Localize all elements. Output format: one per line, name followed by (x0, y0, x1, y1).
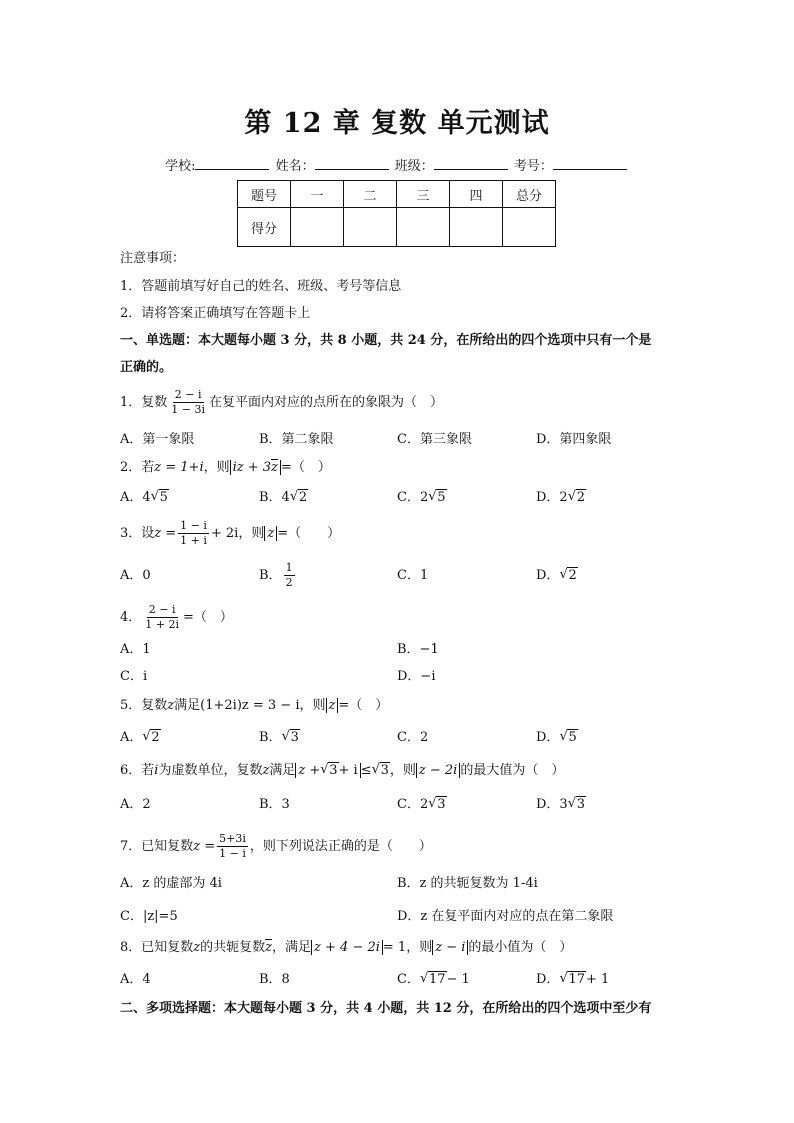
q5-z: z (167, 698, 175, 713)
q2-option-c[interactable] (397, 491, 447, 504)
q1-text-post: 在复平面内对应的点所在的象限为（ ） (209, 395, 444, 411)
score-cell[interactable] (503, 208, 556, 247)
question-4 (120, 604, 233, 631)
q8-d-post: + 1 (585, 972, 610, 987)
q7-numerator: 5+3i (217, 833, 248, 847)
q2-text-mid: ，则 (203, 460, 230, 475)
q3-b-fraction (284, 562, 295, 589)
q3-option-a[interactable]: A．0 (120, 568, 151, 583)
radicand: 5 (437, 490, 446, 505)
sqrt (559, 973, 586, 986)
q8-text: 8．已知复数 (120, 940, 194, 955)
q3-option-b[interactable] (259, 562, 297, 589)
score-header-cell: 三 (397, 181, 450, 208)
q6-d-label: D．3 (536, 797, 568, 812)
class-field[interactable] (434, 157, 508, 170)
q6-abs-post: + i (338, 763, 358, 778)
score-header-cell: 二 (344, 181, 397, 208)
q2-text: 2．若 (120, 460, 155, 475)
q3-z: z = (154, 526, 177, 542)
sqrt (559, 569, 577, 582)
q4-option-d[interactable]: D．−i (397, 669, 436, 684)
exam-no-field[interactable] (553, 157, 627, 170)
q2-option-d[interactable] (536, 491, 586, 504)
score-header-cell: 总分 (503, 181, 556, 208)
q6-abs-pre: z + (298, 763, 321, 778)
q6-text-mid: 为虚数单位，复数 (158, 763, 263, 778)
q2-d-label: D．2 (536, 490, 568, 505)
q3-text-mid: ，则 (238, 526, 265, 542)
sqrt (290, 491, 308, 504)
q4-option-b[interactable]: B．−1 (397, 642, 439, 657)
q6-text: 6．若 (120, 763, 155, 778)
q7-text: 7．已知复数 (120, 839, 194, 855)
q7-option-b[interactable]: B．z 的共轭复数为 1-4i (397, 876, 538, 891)
q5-text-mid: 满足 (174, 698, 201, 713)
student-info (0, 155, 794, 174)
q4-text-post: =（ ） (183, 610, 233, 626)
q5-option-a[interactable] (120, 731, 161, 744)
score-cell[interactable] (291, 208, 344, 247)
name-label: 姓名： (275, 159, 315, 174)
radicand: 5 (568, 730, 577, 745)
q7-option-d[interactable]: D．z 在复平面内对应的点在第二象限 (397, 909, 614, 924)
section2-heading: 二、多项选择题：本大题每小题 3 分，共 4 小题，共 12 分，在所给出的四个选项中至少有 (120, 1001, 652, 1016)
q6-abs (295, 763, 360, 778)
q4-option-a[interactable]: A．1 (120, 642, 151, 657)
q4-option-c[interactable]: C．i (120, 669, 148, 684)
q4-text: 4． (120, 610, 142, 626)
q8-abs-expr: z + 4 − 2i (314, 940, 380, 955)
sqrt (320, 764, 338, 777)
q8-option-a[interactable]: A．4 (120, 972, 151, 987)
question-5 (120, 699, 388, 712)
q5-d-label: D． (536, 730, 560, 745)
q8-text-mid: 的共轭复数 (200, 940, 266, 955)
q8-eq: = 1 (382, 940, 407, 955)
q2-abs-expr: iz + 3 (232, 460, 272, 475)
sqrt (428, 491, 446, 504)
q1-fraction (169, 389, 207, 416)
radicand: 17 (428, 972, 446, 987)
class-label: 班级： (394, 159, 434, 174)
q5-text-post: =（ ） (338, 698, 389, 713)
radicand: 2 (568, 568, 577, 583)
radicand: 2 (151, 730, 160, 745)
score-row-label: 得分 (238, 208, 291, 247)
sqrt (282, 731, 300, 744)
exam-no-label: 考号： (513, 159, 553, 174)
question-3 (120, 520, 340, 547)
school-field[interactable] (195, 157, 269, 170)
sqrt (142, 731, 160, 744)
q8-text-post: 的最小值为（ ） (468, 940, 573, 955)
q3-abs: z (267, 526, 275, 542)
q1-option-b[interactable]: B．第二象限 (259, 432, 334, 447)
radicand: 3 (290, 730, 299, 745)
q1-numerator: 2 − i (173, 389, 204, 403)
q7-text-post: ，则下列说法正确的是（ ） (249, 839, 432, 855)
score-header-cell: 一 (291, 181, 344, 208)
q6-i: i (154, 763, 159, 778)
q2-expr: z = 1+i (154, 460, 204, 475)
q6-text-mid3: ，则 (389, 763, 416, 778)
q8-option-c[interactable] (397, 973, 470, 986)
name-field[interactable] (315, 157, 389, 170)
q6-text-mid2: 满足 (269, 763, 296, 778)
q8-c-post: − 1 (446, 972, 470, 987)
q8-abs2: z − i (435, 940, 466, 955)
q8-c-label: C． (397, 972, 420, 987)
sqrt (372, 764, 390, 777)
q3-numerator: 1 − i (178, 520, 209, 534)
q3-b-label: B． (259, 568, 282, 584)
q5-option-d[interactable] (536, 731, 578, 744)
q2-zbar: z (271, 460, 278, 475)
q7-option-c[interactable]: C．|z|=5 (120, 909, 178, 924)
q2-option-b[interactable] (259, 491, 308, 504)
sqrt (420, 973, 447, 986)
sqrt (568, 491, 586, 504)
q5-a-label: A． (120, 730, 143, 745)
q8-zbar: z (265, 940, 273, 955)
q1-option-c[interactable]: C．第三象限 (397, 432, 472, 447)
q6-abs2: z − 2i (418, 763, 458, 778)
notes-item: 1．答题前填写好自己的姓名、班级、考号等信息 (120, 279, 402, 294)
q2-text-post: =（ ） (280, 460, 331, 475)
score-table (237, 180, 556, 247)
q1-denominator: 1 − 3i (171, 403, 206, 417)
radicand: 5 (159, 490, 168, 505)
radicand: 3 (380, 763, 389, 778)
notes-heading: 注意事项： (120, 251, 186, 266)
score-cell[interactable] (450, 208, 503, 247)
radicand: 17 (568, 972, 585, 987)
q8-z: z (193, 940, 201, 955)
sqrt (428, 798, 446, 811)
sqrt (568, 798, 586, 811)
radicand: 3 (437, 797, 446, 812)
school-label: 学校: (165, 159, 196, 174)
q7-z: z = (193, 839, 216, 855)
numerator: 1 (284, 562, 295, 576)
section1-heading-cont: 正确的。 (120, 360, 173, 375)
q2-a-label: A．4 (120, 490, 151, 505)
q5-b-label: B． (259, 730, 282, 745)
q1-option-d[interactable]: D．第四象限 (536, 432, 612, 447)
radicand: 2 (298, 490, 308, 505)
q8-option-b[interactable]: B．8 (259, 972, 290, 987)
section1-heading: 一、单选题：本大题每小题 3 分，共 8 小题，共 24 分，在所给出的四个选项中只有一个是 (120, 333, 652, 348)
question-1 (120, 389, 443, 416)
q6-option-d[interactable] (536, 798, 586, 811)
denominator: 2 (285, 576, 293, 590)
q1-text: 1．复数 (120, 395, 168, 411)
q4-numerator: 2 − i (147, 604, 178, 618)
q6-option-a[interactable]: A．2 (120, 797, 151, 812)
q5-text-mid2: ，则 (299, 698, 326, 713)
q2-c-label: C．2 (397, 490, 429, 505)
q6-le: ≤ (360, 763, 372, 778)
q2-option-a[interactable] (120, 491, 169, 504)
q5-option-c[interactable]: C．2 (397, 730, 429, 745)
radicand: 3 (329, 763, 338, 778)
radicand: 3 (576, 797, 585, 812)
q5-abs: z (328, 698, 336, 713)
radicand: 2 (576, 490, 585, 505)
q7-option-a[interactable]: A．z 的虚部为 4i (120, 876, 222, 891)
q7-fraction (217, 833, 248, 860)
q8-d-label: D． (536, 972, 560, 987)
question-2 (120, 461, 331, 474)
score-header-cell: 四 (450, 181, 503, 208)
q6-c-label: C．2 (397, 797, 429, 812)
score-cell[interactable] (397, 208, 450, 247)
q2-b-label: B．4 (259, 490, 290, 505)
q3-text-post: =（ ） (277, 526, 341, 542)
q2-abs (230, 460, 281, 475)
q3-fraction (178, 520, 209, 547)
q5-equation: (1+2i)z = 3 − i (200, 698, 300, 713)
q3-plus: + 2i (210, 526, 239, 542)
q3-option-d[interactable] (536, 569, 578, 582)
page-title: 第 12 章 复数 单元测试 (244, 108, 550, 139)
q8-text-mid3: ，则 (406, 940, 433, 955)
notes-item: 2．请将答案正确填写在答题卡上 (120, 306, 311, 321)
question-7 (120, 833, 432, 860)
q6-option-b[interactable]: B．3 (259, 797, 290, 812)
q3-text: 3．设 (120, 526, 155, 542)
question-8 (120, 941, 572, 954)
q5-option-b[interactable] (259, 731, 300, 744)
question-6 (120, 764, 564, 777)
q3-d-label: D． (536, 568, 560, 583)
q5-text: 5．复数 (120, 698, 168, 713)
sqrt (559, 731, 577, 744)
q7-denominator: 1 − i (219, 847, 246, 861)
score-cell[interactable] (344, 208, 397, 247)
sqrt (151, 491, 169, 504)
q6-z: z (262, 763, 270, 778)
q4-denominator: 1 + 2i (145, 618, 180, 632)
q4-fraction (143, 604, 181, 631)
q6-text-post: 的最大值为（ ） (460, 763, 565, 778)
q8-option-d[interactable] (536, 973, 609, 986)
q3-option-c[interactable]: C．1 (397, 568, 429, 583)
score-header-cell: 题号 (238, 181, 291, 208)
q1-option-a[interactable]: A．第一象限 (120, 432, 195, 447)
q6-option-c[interactable] (397, 798, 447, 811)
q8-text-mid2: ，满足 (272, 940, 312, 955)
q3-denominator: 1 + i (180, 534, 207, 548)
